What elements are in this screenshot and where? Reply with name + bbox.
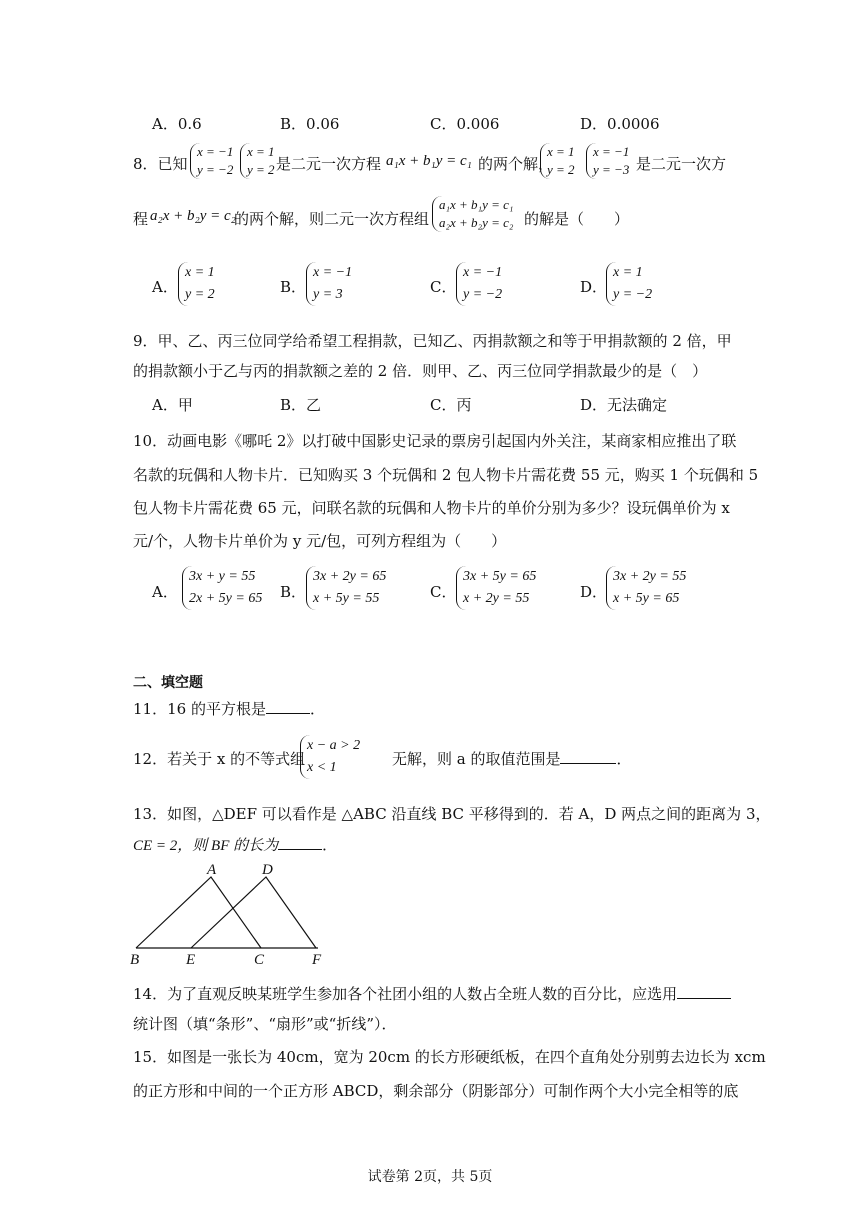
q13-line2: CE = 2，则 BF 的长为 ． (133, 836, 338, 854)
label-a: A (207, 862, 217, 878)
page-footer: 试卷第 2页，共 5页 (367, 1169, 493, 1185)
q10-option-d-eq: 3x + 2y = 55 x + 5y = 65 (606, 566, 686, 610)
q13-line1: 13．如图，△DEF 可以看作是 △ABC 沿直线 BC 平移得到的．若 A，D 两点之间的距离为 3， (133, 805, 771, 823)
q8-option-c-eq: x = −1 y = −2 (456, 262, 502, 306)
q10-option-b-label: B． (280, 583, 307, 601)
q10-option-b-eq: 3x + 2y = 65 x + 5y = 55 (306, 566, 386, 610)
q10-option-c-label: C． (430, 583, 457, 601)
q8-option-a-label: A． (152, 278, 178, 296)
q8-option-a-eq: x = 1 y = 2 (178, 262, 215, 306)
q8-text4: 程 (133, 210, 149, 228)
q13-triangle-figure (126, 860, 336, 970)
q12-blank (560, 763, 616, 764)
q8-eq1: a₁x + b₁y = c₁ (386, 153, 472, 169)
q12-system: x − a > 2 x < 1 (300, 735, 360, 779)
q7-option-c: C．0.006 (430, 115, 500, 133)
q14-line2: 统计图（填“条形”、“扇形”或“折线”）． (133, 1015, 397, 1033)
q8-text2: 的两个解， (478, 155, 554, 173)
q10-line3: 包人物卡片需花费 65 元，问联名款的玩偶和人物卡片的单价分别为多少？设玩偶单价为 x (133, 499, 730, 517)
q12-text2: 无解，则 a 的取值范围是 ． (392, 750, 632, 768)
q9-option-a: A．甲 (152, 396, 193, 414)
q8-sol2: x = 1 y = 2 (240, 143, 275, 179)
q8-num: 8．已知 (133, 155, 188, 173)
q8-text3: 是二元一次方 (636, 155, 727, 173)
q7-option-a: A．0.6 (152, 115, 202, 133)
label-c: C (254, 952, 265, 968)
q10-option-c-eq: 3x + 5y = 65 x + 2y = 55 (456, 566, 536, 610)
triangle-abc (136, 877, 261, 948)
q11-blank (266, 713, 310, 714)
label-e: E (186, 952, 196, 968)
q15-line1: 15．如图是一张长为 40cm，宽为 20cm 的长方形硬纸板，在四个直角处分别剪去边长为 xcm (133, 1048, 766, 1066)
q8-sol4: x = −1 y = −3 (586, 143, 629, 179)
q9-line1: 9．甲、乙、丙三位同学给希望工程捐款，已知乙、丙捐款额之和等于甲捐款额的 2 倍，甲 (133, 332, 732, 350)
q10-line2: 名款的玩偶和人物卡片．已知购买 3 个玩偶和 2 包人物卡片需花费 55 元，购买 1 个玩偶和 5 (133, 466, 759, 484)
q12-text1: 12．若关于 x 的不等式组 (133, 750, 306, 768)
q8-option-c-label: C． (430, 278, 457, 296)
q11-text: 11．16 的平方根是 ． (133, 700, 325, 718)
label-f: F (312, 952, 322, 968)
label-b: B (130, 952, 140, 968)
q10-option-d-label: D． (580, 583, 608, 601)
q13-blank (278, 849, 322, 850)
q8-option-b-label: B． (280, 278, 307, 296)
q9-option-d: D．无法确定 (580, 396, 668, 414)
label-d: D (262, 862, 273, 878)
q8-option-d-eq: x = 1 y = −2 (606, 262, 652, 306)
q8-text5: 的两个解，则二元一次方程组 (234, 210, 430, 228)
q10-option-a-label: A． (152, 583, 178, 601)
q9-option-b: B．乙 (280, 396, 322, 414)
q8-sol1: x = −1 y = −2 (190, 143, 233, 179)
q10-line4: 元/个，人物卡片单价为 y 元/包，可列方程组为（ ） (133, 532, 507, 550)
section-title: 二、填空题 (133, 675, 203, 691)
q8-option-d-label: D． (580, 278, 608, 296)
q15-line2: 的正方形和中间的一个正方形 ABCD，剩余部分（阴影部分）可制作两个大小完全相等的底 (133, 1082, 739, 1100)
q8-text1: 是二元一次方程 (276, 155, 382, 173)
q10-option-a-eq: 3x + y = 55 2x + 5y = 65 (182, 566, 262, 610)
q9-line2: 的捐款额小于乙与丙的捐款额之差的 2 倍．则甲、乙、丙三位同学捐款最少的是（ ） (133, 362, 708, 380)
q9-option-c: C．丙 (430, 396, 472, 414)
q8-option-b-eq: x = −1 y = 3 (306, 262, 352, 306)
q7-option-d: D．0.0006 (580, 115, 660, 133)
q7-option-b: B．0.06 (280, 115, 340, 133)
q8-text6: 的解是（ ） (524, 210, 630, 228)
q8-sol3: x = 1 y = 2 (540, 143, 575, 179)
q8-system: a₁x + b₁y = c₁ a₂x + b₂y = c₂ (432, 196, 513, 232)
q8-eq2: a₂x + b₂y = c₂ (150, 208, 236, 224)
q10-line1: 10．动画电影《哪吒 2》以打破中国影史记录的票房引起国内外关注，某商家相应推出了联 (133, 432, 737, 450)
q14-line1: 14．为了直观反映某班学生参加各个社团小组的人数占全班人数的百分比，应选用 (133, 983, 731, 1004)
q14-blank (677, 998, 731, 999)
